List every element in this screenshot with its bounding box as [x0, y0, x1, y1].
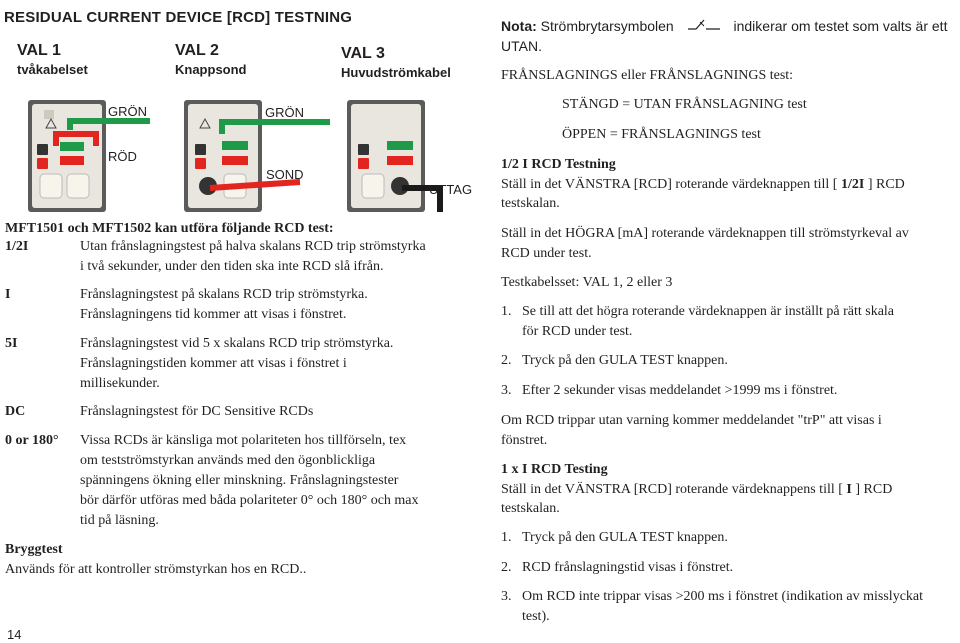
step-a-1: 1. Se till att det högra roterande värdeknappen är inställt på rätt skala — [501, 304, 895, 319]
tester-device-3 — [347, 100, 425, 212]
half-test-section: 1/2 I RCD Testning Ställ in det VÄNSTRA [RCD] roterande värdeknappen till [ 1/2I ] RCD testskalan. — [501, 155, 956, 214]
option-1 — [17, 42, 88, 77]
steps-b: 1. Tryck på den GULA TEST knappen. 2. RCD frånslagningstid visas i fönstret. 3. Om RCD inte trippar visas >200 ms i fönstret (indikation av misslyckat test). — [501, 528, 956, 626]
connection-diagram-svg — [0, 100, 492, 212]
note-text-1: Strömbrytarsymbolen — [536, 18, 674, 34]
lo-l2-indicator — [60, 142, 84, 151]
step-b-2: 2. RCD frånslagningstid visas i fönstret. — [501, 559, 734, 575]
label-gron-2: GRÖN — [265, 105, 304, 120]
page-number: 14 — [7, 627, 22, 642]
desc-dc: Frånslagningstest för DC Sensitive RCDs — [80, 404, 314, 419]
option-2 — [175, 42, 247, 77]
desc-one: Frånslagningstest på skalans RCD trip strömstyrka. Frånslagningens tid kommer att visas i fönstret. — [80, 287, 368, 322]
testkabel-line: Testkabelsset: VAL 1, 2 eller 3 — [501, 275, 673, 290]
desc-polarity: Vissa RCDs är känsliga mot polariteten hos tillförseln, tex om testströmstyrkan används med den ögonblickliga spänningens ökning eller minskning. Frånslagningstester bör därför utföras med båda polariteter 0° och 180° och max tid på läsning. — [80, 433, 419, 528]
step-b-3: 3. Om RCD inte trippar visas >200 ms i fönstret (indikation av misslyckat — [501, 589, 924, 604]
oppen-line: ÖPPEN = FRÅNSLAGNINGS test — [562, 127, 761, 142]
option-1-subtitle: tvåkabelset — [17, 62, 88, 77]
option-1-title: VAL 1 — [17, 42, 61, 59]
page-title: RESIDUAL CURRENT DEVICE [RCD] TESTNING — [4, 9, 353, 26]
term-polarity: 0 or 180° — [5, 433, 59, 448]
option-3-subtitle: Huvudströmkabel — [341, 65, 451, 80]
desc-five: Frånslagningstest vid 5 x skalans RCD trip strömstyrka. Frånslagningstiden kommer att visas i fönstret i millisekunder. — [80, 336, 394, 391]
term-five: 5I — [5, 336, 18, 351]
stangd-line: STÄNGD = UTAN FRÅNSLAGNING test — [562, 97, 807, 112]
rcd-test-list — [0, 237, 490, 537]
tester-device-1 — [28, 100, 106, 212]
step-a-2: 2. Tryck på den GULA TEST knappen. — [501, 353, 728, 368]
note-label: Nota: — [501, 18, 537, 34]
note-text-2: indikerar om testet som valts är ett — [733, 18, 948, 34]
label-sond: SOND — [266, 167, 304, 182]
term-dc: DC — [5, 404, 26, 419]
l1-indicator — [60, 156, 84, 165]
option-3-title: VAL 3 — [341, 45, 385, 62]
bryggtest-heading: Bryggtest — [5, 542, 63, 557]
term-half: 1/2I — [5, 239, 29, 254]
tester-device-2 — [184, 100, 262, 212]
one-test-section: 1 x I RCD Testing Ställ in det VÄNSTRA [RCD] roterande värdeknappens till [ I ] RCD testskalan. — [501, 460, 956, 519]
right-knob-instruction: Ställ in det HÖGRA [mA] roterande värdeknappen till strömstyrkeval av RCD under test. — [501, 226, 909, 261]
label-uttag: UTTAG — [429, 182, 473, 197]
trip-message: Om RCD trippar utan varning kommer meddelandet "trP" att visas i fönstret. — [501, 413, 882, 448]
note-text-3: UTAN. — [501, 37, 542, 54]
bryggtest-text: Används för att kontroller strömstyrkan hos en RCD.. — [5, 562, 307, 577]
label-gron-1: GRÖN — [108, 104, 147, 119]
option-2-title: VAL 2 — [175, 42, 219, 59]
steps-a: 1. Se till att det högra roterande värdeknappen är inställt på rätt skala för RCD under test. 2. Tryck på den GULA TEST knappen. 3. Efter 2 sekunder visas meddelandet >1999 ms i fönstret. — [501, 302, 956, 400]
fransl-line: FRÅNSLAGNINGS eller FRÅNSLAGNINGS test: — [501, 68, 794, 83]
desc-half: Utan frånslagningstest på halva skalans RCD trip strömstyrka i två sekunder, under den tiden ska inte RCD slå ifrån. — [80, 239, 426, 274]
one-test-heading: 1 x I RCD Testing — [501, 462, 608, 477]
step-b-1: 1. Tryck på den GULA TEST knappen. — [501, 530, 728, 545]
label-rod: RÖD — [108, 149, 137, 164]
option-2-subtitle: Knappsond — [175, 62, 247, 77]
term-one: I — [5, 287, 11, 302]
option-3 — [341, 45, 451, 80]
connection-diagram — [0, 100, 492, 212]
note-block — [501, 17, 956, 56]
breaker-switch-icon — [686, 17, 722, 33]
step-a-3: 3. Efter 2 sekunder visas meddelandet >1999 ms i fönstret. — [501, 382, 838, 398]
half-test-heading: 1/2 I RCD Testning — [501, 157, 616, 172]
left-heading: MFT1501 och MFT1502 kan utföra följande RCD test: — [5, 221, 334, 236]
